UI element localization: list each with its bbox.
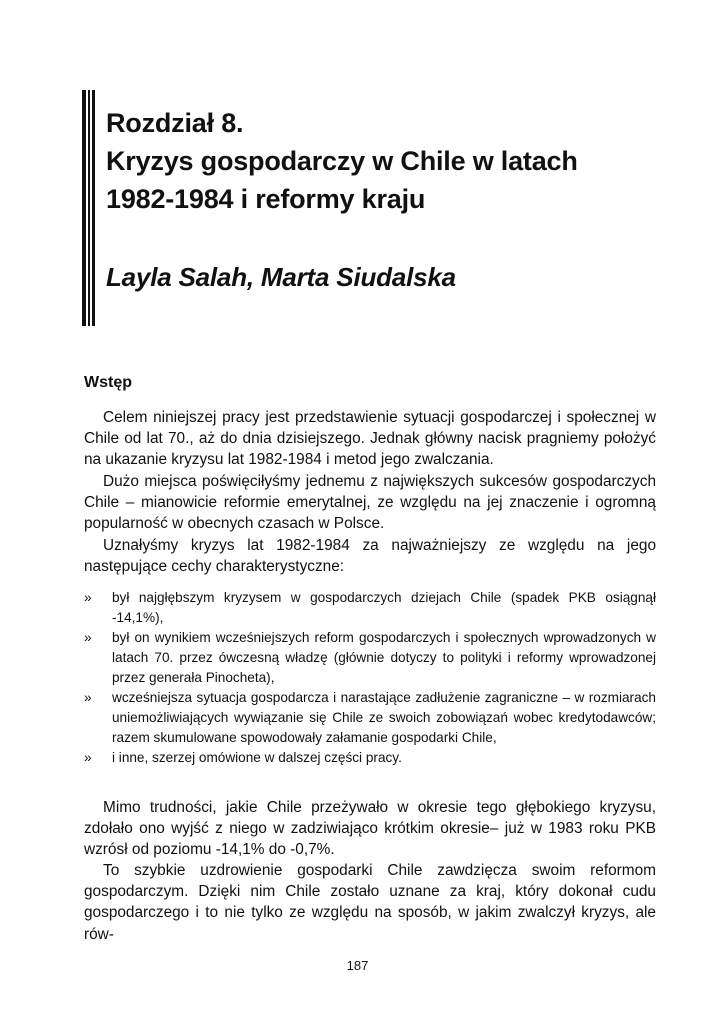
- bullet-marker-icon: »: [84, 750, 92, 765]
- chapter-title-block: [106, 104, 666, 218]
- chapter-label: Rozdział 8.: [106, 108, 244, 138]
- decorative-bar: [82, 90, 86, 326]
- list-item-text: był on wynikiem wcześniejszych reform gospodarczych i społecznych wprowadzonych w latach 70. przez ówczesną władzę (głównie dotyczy to polityki i reformy wprowadzonej przez generała Pinocheta),: [112, 630, 656, 685]
- paragraph-reforms: To szybkie uzdrowienie gospodarki Chile zawdzięcza swoim reformom gospodarczym. Dzięki nim Chile zostało uznane za kraj, który dokonał cudu gospodarczego i to nie tylko ze względu na sposób, w jakim zwalczył kryzys, ale rów-: [84, 862, 656, 943]
- list-item-text: był najgłębszym kryzysem w gospodarczych dziejach Chile (spadek PKB osiągnął -14,1%),: [112, 590, 656, 625]
- bullet-marker-icon: »: [84, 630, 92, 645]
- bullet-marker-icon: »: [84, 690, 92, 705]
- list-item: [84, 688, 656, 748]
- list-item: [84, 628, 656, 688]
- list-item-text: wcześniejsza sytuacja gospodarcza i narastające zadłużenie zagraniczne – w rozmiarach uniemożliwiających wywiązanie się Chile ze swoich zobowiązań wobec kredytodawców; razem skumulowane spowodowały załamanie gospodarki Chile,: [112, 690, 656, 745]
- chapter-title-line-1: Kryzys gospodarczy w Chile w latach: [106, 146, 578, 176]
- list-item: [84, 588, 656, 628]
- list-item-text: i inne, szerzej omówione w dalszej części pracy.: [112, 750, 402, 765]
- bullet-marker-icon: »: [84, 590, 92, 605]
- decorative-bar: [88, 90, 90, 326]
- crisis-features-list: [84, 588, 656, 768]
- page-number: 187: [346, 958, 369, 973]
- list-item: [84, 748, 656, 768]
- chapter-decorative-bars: [82, 90, 96, 326]
- chapter-authors: Layla Salah, Marta Siudalska: [106, 262, 456, 292]
- chapter-title-line-2: 1982-1984 i reformy kraju: [106, 184, 426, 214]
- paragraph-pension-reform: Dużo miejsca poświęciłyśmy jednemu z największych sukcesów gospodarczych Chile – mianowicie reformie emerytalnej, ze względu na jej znaczenie i ogromną popularność w obecnych czasach w Polsce.: [84, 473, 656, 533]
- decorative-bar: [92, 90, 95, 326]
- paragraph-crisis-features: Uznałyśmy kryzys lat 1982-1984 za najważniejszy ze względu na jego następujące cechy charakterystyczne:: [84, 537, 656, 576]
- paragraph-recovery: Mimo trudności, jakie Chile przeżywało w okresie tego głębokiego kryzysu, zdołało ono wyjść z niego w zadziwiająco krótkim okresie– już w 1983 roku PKB wzrósł od poziomu -14,1% do -0,7%.: [84, 799, 656, 859]
- section-heading: Wstęp: [84, 374, 132, 391]
- paragraph-intro: Celem niniejszej pracy jest przedstawienie sytuacji gospodarczej i społecznej w Chile od lat 70., aż do dnia dzisiejszego. Jednak główny nacisk pragniemy położyć na ukazanie kryzysu lat 1982-1984 i metod jego zwalczania.: [84, 409, 656, 469]
